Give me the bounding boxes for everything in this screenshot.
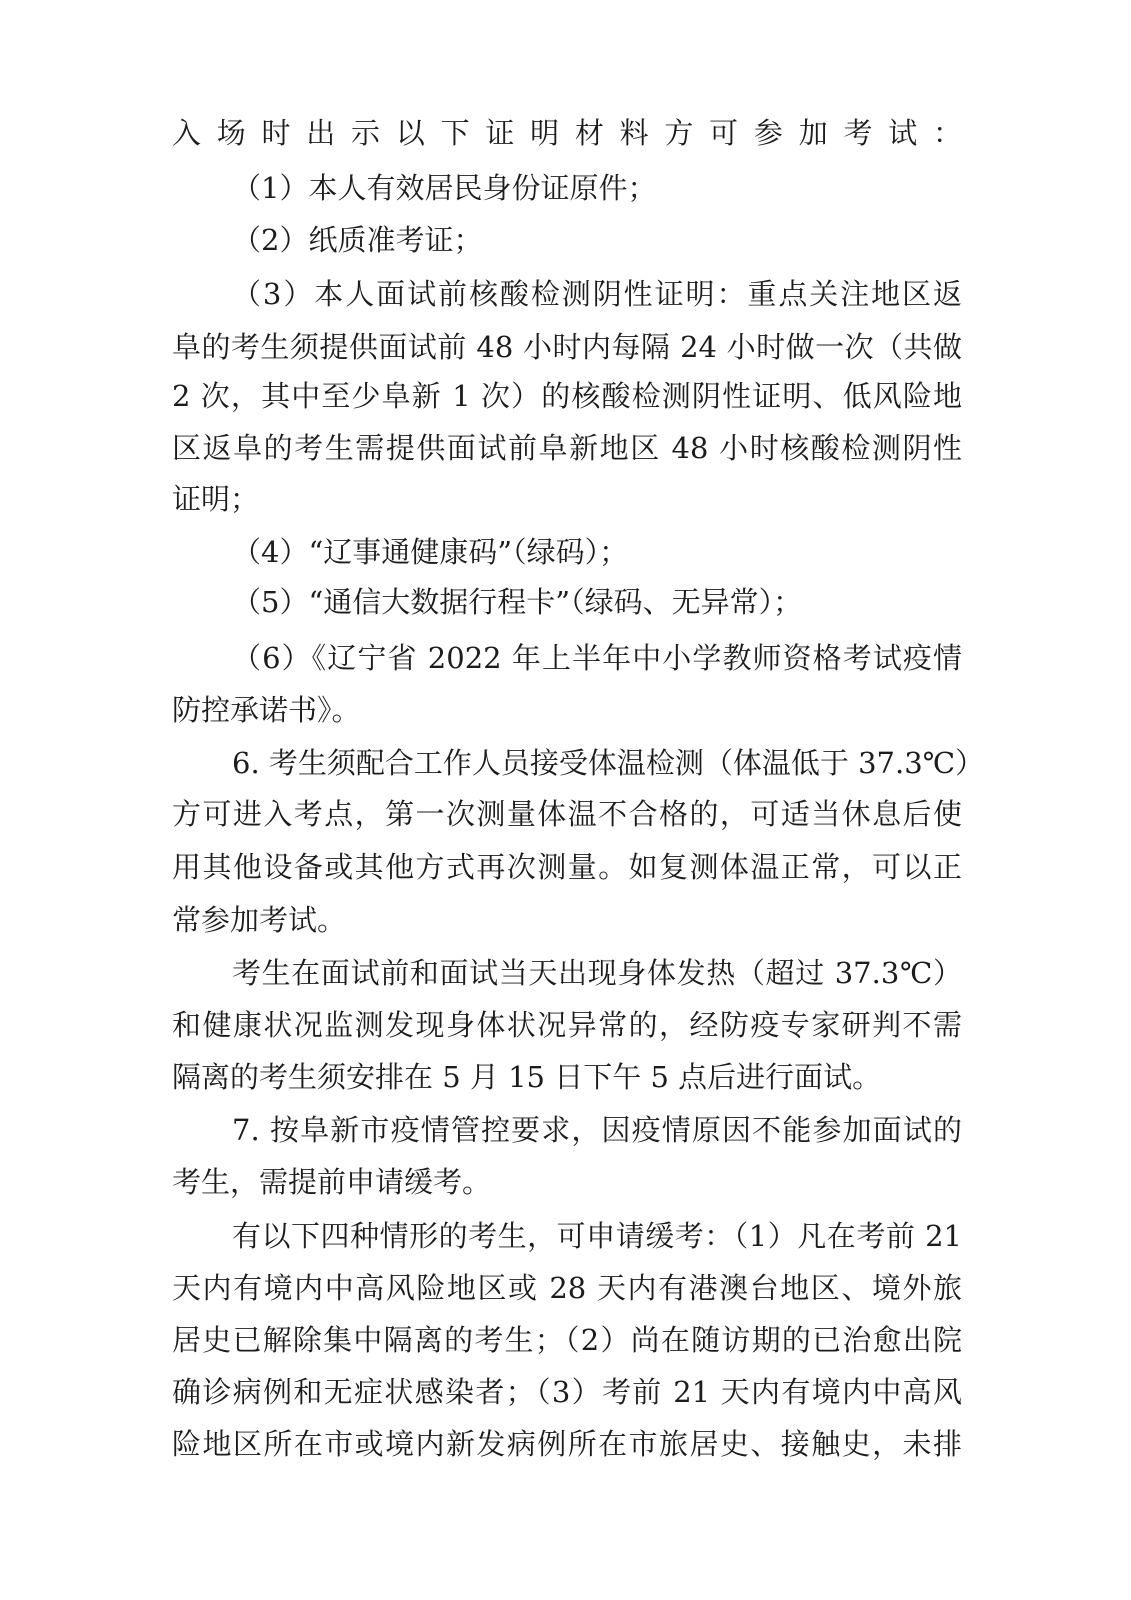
- text-line: 有以下四种情形的考生，可申请缓考：（1）凡在考前 21: [232, 1219, 962, 1253]
- text-line: 考生，需提前申请缓考。: [172, 1165, 492, 1199]
- text-line: 区返阜的考生需提供面试前阜新地区 48 小时核酸检测阴性: [172, 431, 962, 465]
- text-line: （2）纸质准考证；: [232, 223, 483, 257]
- text-line: 天内有境内中高风险地区或 28 天内有港澳台地区、境外旅: [172, 1271, 962, 1305]
- text-line: 入场时出示以下证明材料方可参加考试：: [172, 116, 962, 150]
- text-line: 方可进入考点，第一次测量体温不合格的，可适当休息后使: [172, 797, 962, 831]
- text-line: 防控承诺书》。: [172, 693, 361, 727]
- text-line: （1）本人有效居民身份证原件；: [232, 171, 657, 205]
- text-line: 7. 按阜新市疫情管控要求，因疫情原因不能参加面试的: [232, 1113, 962, 1147]
- text-line: 常参加考试。: [172, 903, 347, 937]
- text-line: （5）“通信大数据行程卡”（绿码、无异常）；: [232, 585, 803, 619]
- text-line: 隔离的考生须安排在 5 月 15 日下午 5 点后进行面试。: [172, 1060, 882, 1094]
- text-line: 险地区所在市或境内新发病例所在市旅居史、接触史，未排: [172, 1427, 962, 1461]
- text-line: （4）“辽事通健康码”（绿码）；: [232, 535, 629, 569]
- text-line: （3）本人面试前核酸检测阴性证明：重点关注地区返: [232, 277, 962, 311]
- text-line: 确诊病例和无症状感染者；（3）考前 21 天内有境内中高风: [172, 1375, 962, 1409]
- text-line: 用其他设备或其他方式再次测量。如复测体温正常，可以正: [172, 850, 962, 884]
- text-line: （6）《辽宁省 2022 年上半年中小学教师资格考试疫情: [232, 641, 962, 675]
- text-line: 考生在面试前和面试当天出现身体发热（超过 37.3℃）: [232, 956, 962, 990]
- text-line: 证明；: [172, 482, 260, 516]
- text-line: 阜的考生须提供面试前 48 小时内每隔 24 小时做一次（共做: [172, 330, 962, 364]
- text-line: 和健康状况监测发现身体状况异常的，经防疫专家研判不需: [172, 1008, 962, 1042]
- text-line: 居史已解除集中隔离的考生；（2）尚在随访期的已治愈出院: [172, 1323, 962, 1357]
- text-line: 2 次，其中至少阜新 1 次）的核酸检测阴性证明、低风险地: [172, 379, 962, 413]
- text-line: 6. 考生须配合工作人员接受体温检测（体温低于 37.3℃）: [232, 746, 985, 780]
